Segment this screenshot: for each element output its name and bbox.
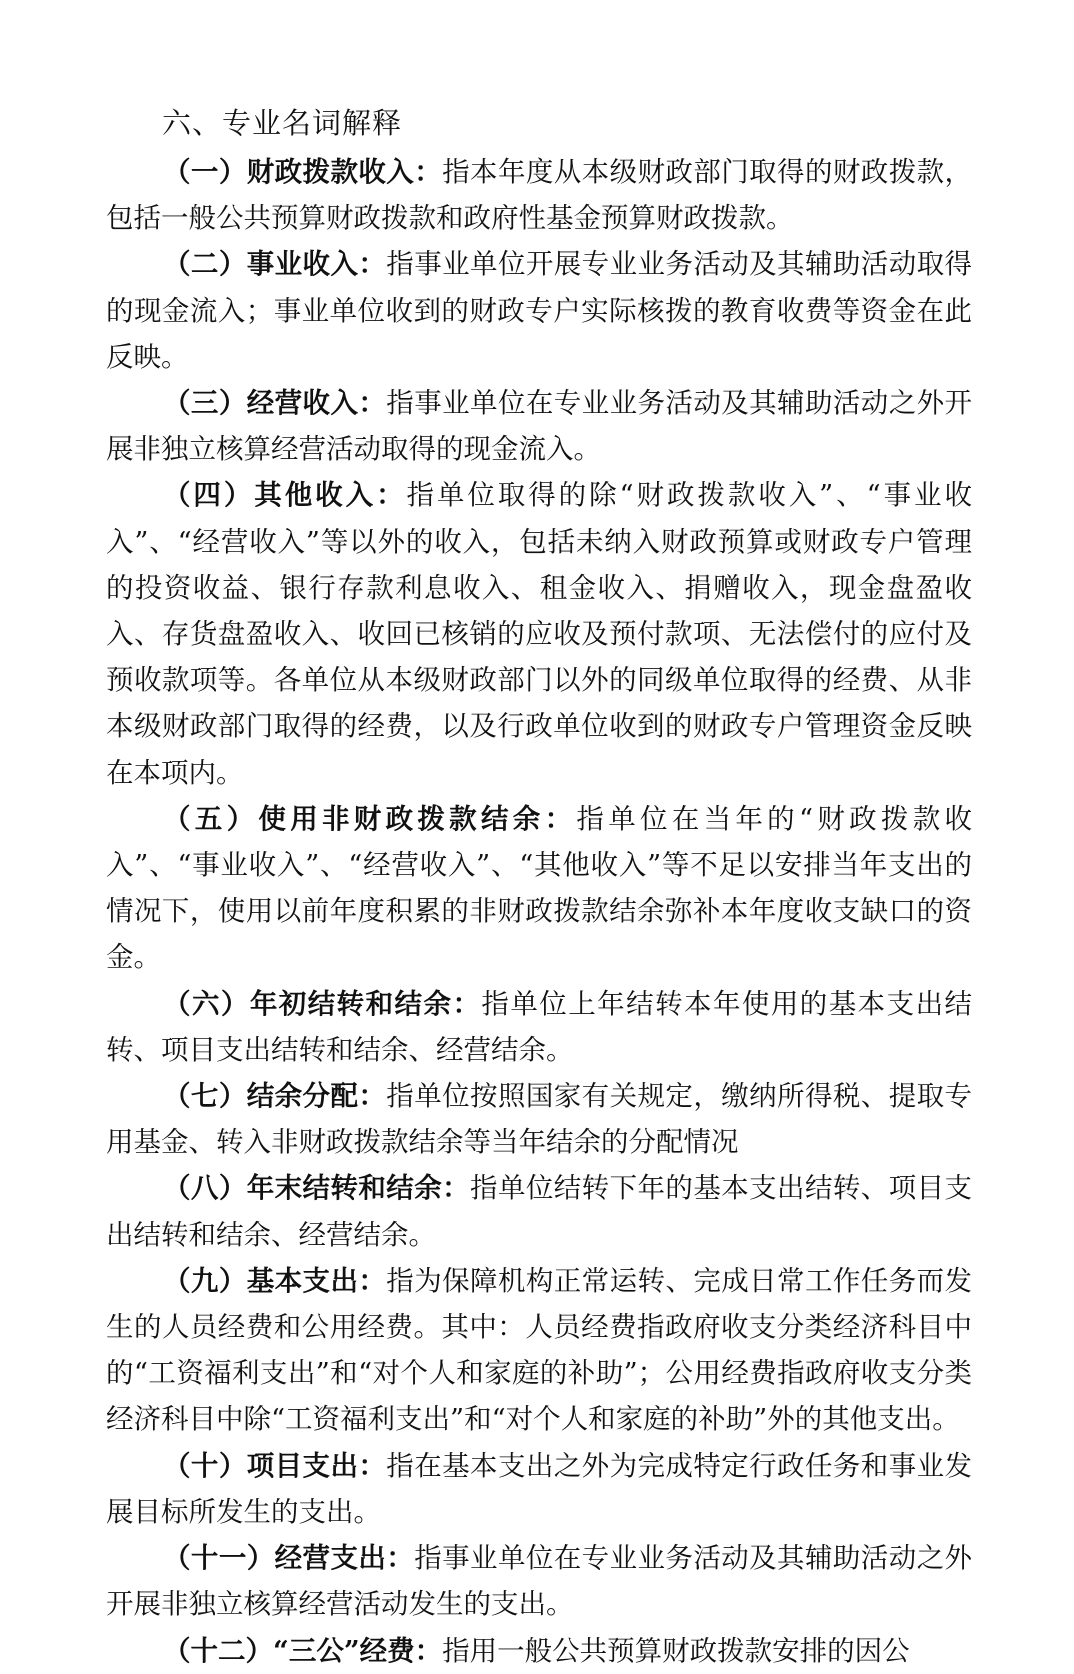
definition-text: 指事业单位开展专业业务活动及其辅助活动取得的现金流入；事业单位收到的财政专户实际核拨的教育收费等资金在此反映。: [106, 248, 973, 373]
document-page: [106, 100, 972, 1674]
definition-term: （十一）经营支出: [163, 1542, 387, 1575]
definition-paragraph: [106, 380, 972, 472]
definition-separator: ：: [376, 479, 407, 512]
definition-paragraph: [106, 149, 972, 241]
definition-term: （三）经营收入: [163, 387, 359, 420]
definition-term: （九）基本支出: [163, 1264, 359, 1297]
definition-term: （四）其他收入: [163, 479, 377, 512]
definition-text: 指事业单位在专业业务活动及其辅助活动之外开展非独立核算经营活动发生的支出。: [106, 1542, 973, 1621]
definition-paragraph: [106, 796, 972, 981]
definition-text: 指单位取得的除“财政拨款收入”、“事业收入”、“经营收入”等以外的收入，包括未纳入财政预算或财政专户管理的投资收益、银行存款利息收入、租金收入、捐赠收入，现金盘盈收入、存货盘盈收入、收回已核销的应收及预付款项、无法偿付的应付及预收款项等。各单位从本级财政部门以外的同级单位取得的经费、从非本级财政部门取得的经费，以及行政单位收到的财政专户管理资金反映在本项内。: [106, 479, 972, 789]
definition-term: （七）结余分配: [163, 1080, 359, 1113]
definition-term: （一）财政拨款收入: [163, 156, 415, 188]
definition-paragraph: [106, 1628, 972, 1674]
definition-paragraph: [106, 1165, 972, 1257]
definition-paragraph: [106, 981, 972, 1073]
definition-separator: ：: [358, 248, 387, 281]
definition-term: （十）项目支出: [163, 1449, 359, 1482]
definition-separator: ：: [386, 1542, 415, 1575]
definition-text: 指单位按照国家有关规定，缴纳所得税、提取专用基金、转入非财政拨款结余等当年结余的分配情况: [106, 1080, 973, 1159]
definition-separator: ：: [358, 1080, 387, 1113]
definition-paragraph: [106, 472, 972, 795]
definition-text: 指事业单位在专业业务活动及其辅助活动之外开展非独立核算经营活动取得的现金流入。: [106, 387, 973, 466]
definition-text: 指在基本支出之外为完成特定行政任务和事业发展目标所发生的支出。: [106, 1449, 973, 1528]
definition-text: 指本年度从本级财政部门取得的财政拨款，包括一般公共预算财政拨款和政府性基金预算财政拨款。: [106, 156, 973, 235]
definition-term: （十二）“三公”经费: [163, 1634, 415, 1667]
definition-separator: ：: [414, 1634, 443, 1667]
definition-paragraph: [106, 1535, 972, 1627]
definition-separator: ：: [414, 156, 443, 188]
definition-term: （八）年末结转和结余: [163, 1172, 443, 1205]
definition-term: （二）事业收入: [163, 248, 359, 281]
definition-text: 指单位上年结转本年使用的基本支出结转、项目支出结转和结余、经营结余。: [106, 987, 973, 1066]
definition-paragraph: [106, 1073, 972, 1165]
definition-separator: ：: [358, 1449, 387, 1482]
definition-term: （六）年初结转和结余: [163, 987, 453, 1020]
definition-paragraph: [106, 1443, 972, 1535]
definition-text: 指用一般公共预算财政拨款安排的因公: [442, 1634, 910, 1667]
definition-separator: ：: [544, 802, 577, 835]
section-heading: 六、专业名词解释: [162, 106, 403, 140]
definition-paragraph: [106, 241, 972, 380]
definition-paragraph: [106, 1258, 972, 1443]
definition-separator: ：: [452, 987, 482, 1020]
definition-separator: ：: [442, 1172, 471, 1205]
definition-separator: ：: [358, 1264, 387, 1297]
definition-text: 指单位结转下年的基本支出结转、项目支出结转和结余、经营结余。: [106, 1172, 973, 1251]
definition-term: （五）使用非财政拨款结余: [163, 802, 545, 835]
definition-separator: ：: [358, 387, 387, 420]
definition-text: 指单位在当年的“财政拨款收入”、“事业收入”、“经营收入”、“其他收入”等不足以安排当年支出的情况下，使用以前年度积累的非财政拨款结余弥补本年度收支缺口的资金。: [106, 802, 973, 974]
definition-text: 指为保障机构正常运转、完成日常工作任务而发生的人员经费和公用经费。其中：人员经费指政府收支分类经济科目中的“工资福利支出”和“对个人和家庭的补助”；公用经费指政府收支分类经济科目中除“工资福利支出”和“对个人和家庭的补助”外的其他支出。: [106, 1264, 973, 1436]
